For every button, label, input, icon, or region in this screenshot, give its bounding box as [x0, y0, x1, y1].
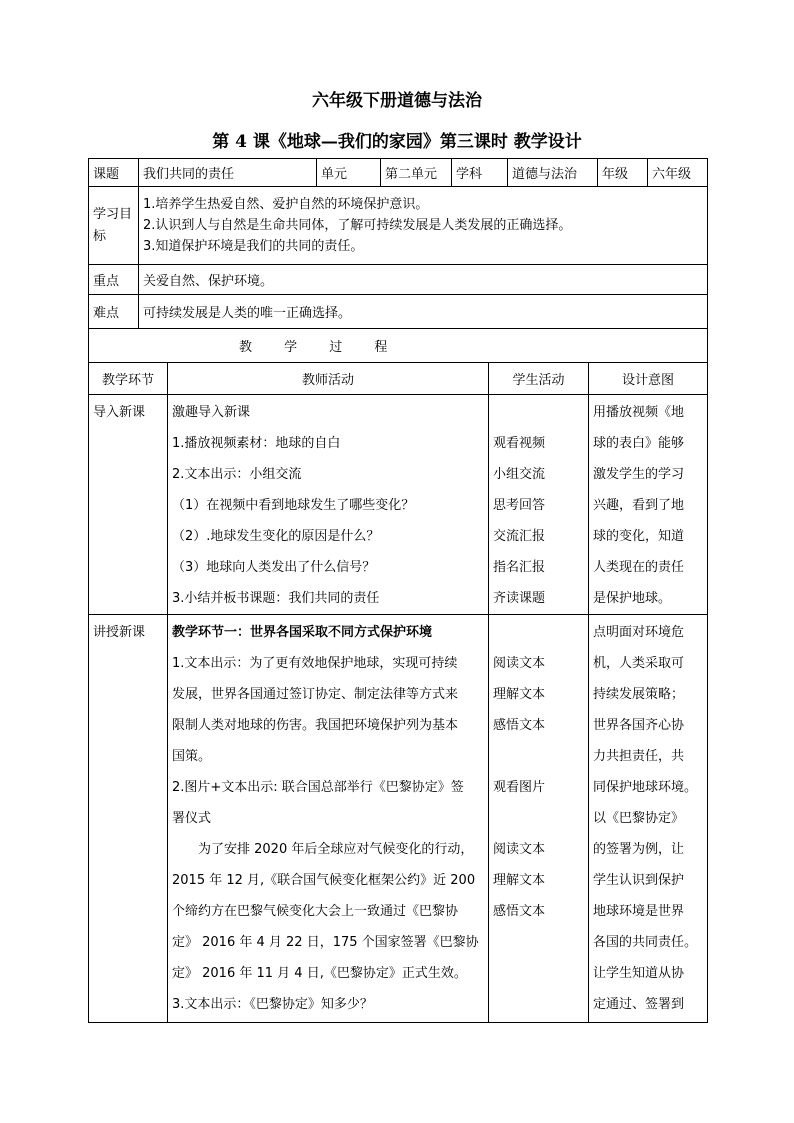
intent-line: 学生认识到保护 [593, 873, 685, 888]
student-line [493, 803, 584, 834]
key-value: 关爱自然、保护环境。 [139, 265, 708, 295]
teacher-line: 2.文本出示：小组交流 [172, 467, 302, 482]
teacher-line: 发展，世界各国通过签订协定、制定法律等方式来 [172, 687, 459, 702]
goal-item: 3.知道保护环境是我们的共同的责任。 [143, 239, 364, 254]
unit-label: 单元 [317, 159, 381, 187]
teacher-line: 为了安排 2020 年后全球应对气候变化的行动， [198, 842, 474, 857]
design-intent-intro [589, 395, 708, 615]
teacher-line: （2）.地球发生变化的原因是什么？ [172, 529, 380, 544]
stage-intro [89, 395, 168, 615]
grade-value: 六年级 [648, 159, 708, 187]
intent-line: 世界各国齐心协 [593, 718, 685, 733]
student-line [493, 927, 584, 958]
intent-line: 点明面对环境危 [593, 625, 685, 640]
intent-line: 力共担责任，共 [593, 749, 685, 764]
intent-line: 各国的共同责任。 [593, 935, 698, 950]
student-line [493, 989, 584, 1020]
intent-line: 是保护地球。 [593, 591, 672, 606]
intent-line: 机，人类采取可 [593, 656, 685, 671]
key-label: 重点 [89, 265, 139, 295]
intent-line: 让学生知道从协 [593, 966, 685, 981]
stage-label: 讲授新课 [93, 625, 146, 640]
student-line: 观看视频 [493, 436, 546, 451]
intent-line: 人类现在的责任 [593, 560, 685, 575]
intent-line: 地球环境是世界 [593, 904, 685, 919]
student-line: 指名汇报 [493, 560, 546, 575]
intent-line: 兴趣，看到了地 [593, 498, 685, 513]
intent-line: 以《巴黎协定》 [593, 811, 685, 826]
teacher-line: 定》 2016 年 11 月 4 日,《巴黎协定》正式生效。 [172, 966, 467, 981]
document-title: 六年级下册道德与法治 [312, 91, 482, 111]
intent-line: 的签署为例，让 [593, 842, 685, 857]
teacher-activity-new [168, 615, 489, 1023]
goal-item: 1.培养学生热爱自然、爱护自然的环境保护意识。 [143, 197, 429, 212]
student-activity-new [489, 615, 589, 1023]
teacher-line: 1.播放视频素材：地球的自白 [172, 436, 341, 451]
goals-label-text: 学习目标 [93, 206, 133, 244]
student-line: 交流汇报 [493, 529, 546, 544]
student-line [493, 958, 584, 989]
teacher-activity-intro [168, 395, 489, 615]
topic-value: 我们共同的责任 [139, 159, 317, 187]
difficulty-value: 可持续发展是人类的唯一正确选择。 [139, 295, 708, 329]
teacher-line-heading: 教学环节一：世界各国采取不同方式保护环境 [172, 625, 433, 640]
subject-label: 学科 [452, 159, 508, 187]
process-title: 教 学 过 程 [239, 340, 402, 355]
intent-line: 用播放视频《地 [593, 405, 685, 420]
header-student: 学生活动 [489, 363, 589, 395]
stage-new-lesson [89, 615, 168, 1023]
student-line [493, 741, 584, 772]
stage-label: 导入新课 [93, 405, 146, 420]
student-line: 思考回答 [493, 498, 546, 513]
intent-line: 激发学生的学习 [593, 467, 685, 482]
goals-label [89, 187, 139, 265]
header-stage: 教学环节 [89, 363, 168, 395]
difficulty-label: 难点 [89, 295, 139, 329]
goal-item: 2.认识到人与自然是生命共同体，了解可持续发展是人类发展的正确选择。 [143, 218, 572, 233]
teacher-line: 国策。 [172, 749, 212, 764]
intent-line: 球的变化，知道 [593, 529, 685, 544]
process-title-cell [89, 329, 708, 363]
teacher-line: 3.文本出示：《巴黎协定》知多少？ [172, 997, 373, 1012]
teacher-line: 定》 2016 年 4 月 22 日，175 个国家签署《巴黎协 [172, 935, 479, 950]
unit-value: 第二单元 [381, 159, 452, 187]
intent-line: 同保护地球环境。 [593, 780, 698, 795]
teacher-line: 2015 年 12 月,《联合国气候变化框架公约》近 200 [172, 873, 476, 888]
design-intent-new [589, 615, 708, 1023]
student-line: 小组交流 [493, 467, 546, 482]
lesson-title: 第 4 课《地球—我们的家园》第三课时 教学设计 [212, 132, 582, 152]
student-line [493, 617, 584, 648]
header-teacher: 教师活动 [168, 363, 489, 395]
teacher-line: 个缔约方在巴黎气候变化大会上一致通过《巴黎协 [172, 904, 459, 919]
student-line: 感悟文本 [493, 718, 546, 733]
student-line: 齐读课题 [493, 591, 546, 606]
student-line: 理解文本 [493, 687, 546, 702]
teacher-line: 1.文本出示：为了更有效地保护地球，实现可持续 [172, 656, 458, 671]
grade-label: 年级 [598, 159, 648, 187]
student-line [493, 397, 584, 428]
intent-line: 定通过、签署到 [593, 997, 685, 1012]
teacher-line: 3.小结并板书课题：我们共同的责任 [172, 591, 380, 606]
student-line: 阅读文本 [493, 656, 546, 671]
teacher-line: 2.图片+文本出示: 联合国总部举行《巴黎协定》签 [172, 780, 464, 795]
student-line: 理解文本 [493, 873, 546, 888]
teacher-line: 署仪式 [172, 811, 212, 826]
subject-value: 道德与法治 [508, 159, 598, 187]
student-line: 观看图片 [493, 780, 546, 795]
goals-list [139, 187, 708, 265]
teacher-line: 限制人类对地球的伤害。我国把环境保护列为基本 [172, 718, 459, 733]
header-intent: 设计意图 [589, 363, 708, 395]
student-activity-intro [489, 395, 589, 615]
topic-label: 课题 [89, 159, 139, 187]
teacher-line: （1）在视频中看到地球发生了哪些变化？ [172, 498, 415, 513]
intent-line: 持续发展策略； [593, 687, 685, 702]
student-line: 感悟文本 [493, 904, 546, 919]
teacher-line: 激趣导入新课 [172, 405, 251, 420]
lesson-info-table [88, 158, 708, 363]
student-line: 阅读文本 [493, 842, 546, 857]
teacher-line: （3）地球向人类发出了什么信号？ [172, 560, 376, 575]
process-table [88, 362, 708, 1023]
intent-line: 球的表白》能够 [593, 436, 685, 451]
